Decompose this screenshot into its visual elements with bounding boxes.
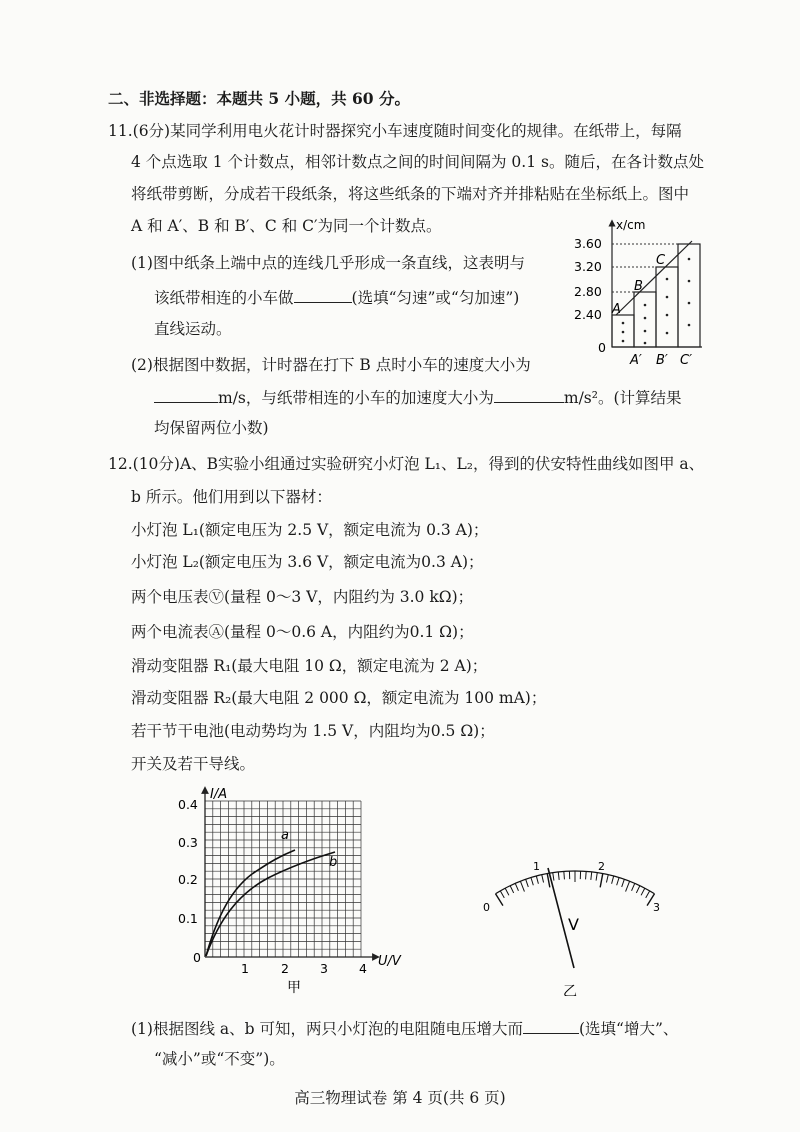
tape-label-a-prime: A′ — [630, 353, 642, 368]
meter-scale — [496, 871, 655, 906]
section-header: 二、非选择题：本题共 5 小题，共 60 分。 — [108, 89, 410, 108]
graph-caption: 甲 — [287, 980, 301, 996]
q12-part1-line1 — [131, 1017, 678, 1039]
tape-ytick: 2.40 — [574, 307, 602, 322]
q11-part2-mid: m/s，与纸带相连的小车的加速度大小为 — [218, 389, 494, 407]
q11-part2-end: m/s²。(计算结果 — [563, 389, 682, 407]
q11-answer-blank-1[interactable] — [294, 286, 352, 303]
equipment-item: 两个电流表Ⓐ(量程 0～0.6 A，内阻约为0.1 Ω)； — [131, 623, 474, 641]
equipment-item: 滑动变阻器 R₁(最大电阻 10 Ω，额定电流为 2 A)； — [131, 657, 488, 675]
q11-line-1: 11.(6分)某同学利用电火花计时器探究小车速度随时间变化的规律。在纸带上，每隔 — [108, 122, 682, 140]
tape-label-b-prime: B′ — [656, 353, 668, 368]
tape-ytick: 2.80 — [574, 284, 602, 299]
equipment-item: 小灯泡 L₁(额定电压为 2.5 V，额定电流为 0.3 A)； — [131, 521, 489, 539]
graph-xtick: 1 — [241, 961, 249, 976]
curve-a — [206, 850, 295, 956]
q11-part1-line2 — [154, 286, 519, 308]
meter-label: 1 — [533, 860, 540, 873]
q11-part2-line1: (2)根据图中数据，计时器在打下 B 点时小车的速度大小为 — [131, 356, 531, 374]
tape-origin: 0 — [598, 340, 606, 355]
equipment-item: 若干节干电池(电动势均为 1.5 V，内阻均为0.5 Ω)； — [131, 722, 495, 740]
graph-xtick: 2 — [281, 961, 289, 976]
q12-part1-suffix: (选填“增大”、 — [578, 1020, 679, 1038]
q11-tape-figure — [572, 215, 722, 375]
graph-origin: 0 — [193, 950, 201, 965]
q11-answer-blank-2[interactable] — [154, 386, 218, 403]
q11-line-4: A 和 A′、B 和 B′、C 和 C′为同一个计数点。 — [131, 217, 442, 235]
q11-part2-line3: 均保留两位小数) — [154, 419, 269, 437]
q12-intro-line1: 12.(10分)A、B实验小组通过实验研究小灯泡 L₁、L₂，得到的伏安特性曲线如图甲 a、 — [108, 455, 705, 473]
iu-graph — [168, 782, 418, 1007]
equipment-item: 开关及若干导线。 — [131, 755, 256, 773]
q12-answer-blank-1[interactable] — [523, 1017, 579, 1034]
q12-intro-line2: b 所示。他们用到以下器材： — [131, 488, 332, 506]
q11-part2-line2 — [154, 386, 682, 408]
voltmeter — [470, 846, 690, 996]
tape-ylabel: x/cm — [616, 218, 646, 232]
graph-ytick: 0.4 — [178, 797, 198, 812]
meter-caption: 乙 — [563, 984, 577, 996]
equipment-item: 小灯泡 L₂(额定电压为 3.6 V，额定电流为0.3 A)； — [131, 553, 484, 571]
curve-b — [206, 852, 338, 956]
meter-label: 0 — [483, 901, 490, 914]
q12-part1-prefix: (1)根据图线 a、b 可知，两只小灯泡的电阻随电压增大而 — [131, 1020, 523, 1038]
tape-ytick: 3.20 — [574, 259, 602, 274]
graph-grid — [205, 801, 361, 957]
graph-xlabel: U/V — [378, 954, 401, 969]
q12-part1-line2: “减小”或“不变”)。 — [154, 1050, 285, 1068]
graph-xtick: 3 — [320, 961, 328, 976]
curve-a-label: a — [281, 828, 289, 843]
equipment-item: 两个电压表Ⓥ(量程 0～3 V，内阻约为 3.0 kΩ)； — [131, 588, 474, 606]
q11-line-3: 将纸带剪断，分成若干段纸条，将这些纸条的下端对齐并排粘贴在坐标纸上。图中 — [131, 185, 690, 203]
midpoint-line — [616, 241, 692, 315]
tape-point-b: B — [634, 279, 643, 294]
q11-part1-suffix: (选填“匀速”或“匀加速”) — [351, 289, 520, 307]
equipment-item: 滑动变阻器 R₂(最大电阻 2 000 Ω，额定电流为 100 mA)； — [131, 689, 547, 707]
meter-unit: V — [568, 915, 579, 934]
tape-point-c: C — [656, 253, 666, 268]
curve-b-label: b — [329, 855, 338, 870]
q11-line-2: 4 个点选取 1 个计数点，相邻计数点之间的时间间隔为 0.1 s。随后，在各计数点处 — [131, 153, 704, 171]
graph-ytick: 0.3 — [178, 835, 198, 850]
graph-ytick: 0.2 — [178, 872, 198, 887]
q11-part1-line3: 直线运动。 — [154, 320, 232, 338]
tape-ytick: 3.60 — [574, 236, 602, 251]
tape-strip-b — [634, 292, 656, 347]
page-footer: 高三物理试卷 第 4 页(共 6 页) — [294, 1089, 506, 1107]
q11-part1-line1: (1)图中纸条上端中点的连线几乎形成一条直线，这表明与 — [131, 254, 525, 272]
graph-ylabel: I/A — [210, 787, 228, 802]
graph-ytick: 0.1 — [178, 911, 198, 926]
meter-label: 3 — [653, 901, 660, 914]
tape-label-c-prime: C′ — [680, 353, 693, 368]
meter-label: 2 — [598, 860, 605, 873]
graph-xtick: 4 — [359, 961, 367, 976]
q11-part1-prefix: 该纸带相连的小车做 — [154, 289, 294, 307]
q11-answer-blank-3[interactable] — [494, 386, 564, 403]
tape-point-a: A — [612, 302, 621, 317]
